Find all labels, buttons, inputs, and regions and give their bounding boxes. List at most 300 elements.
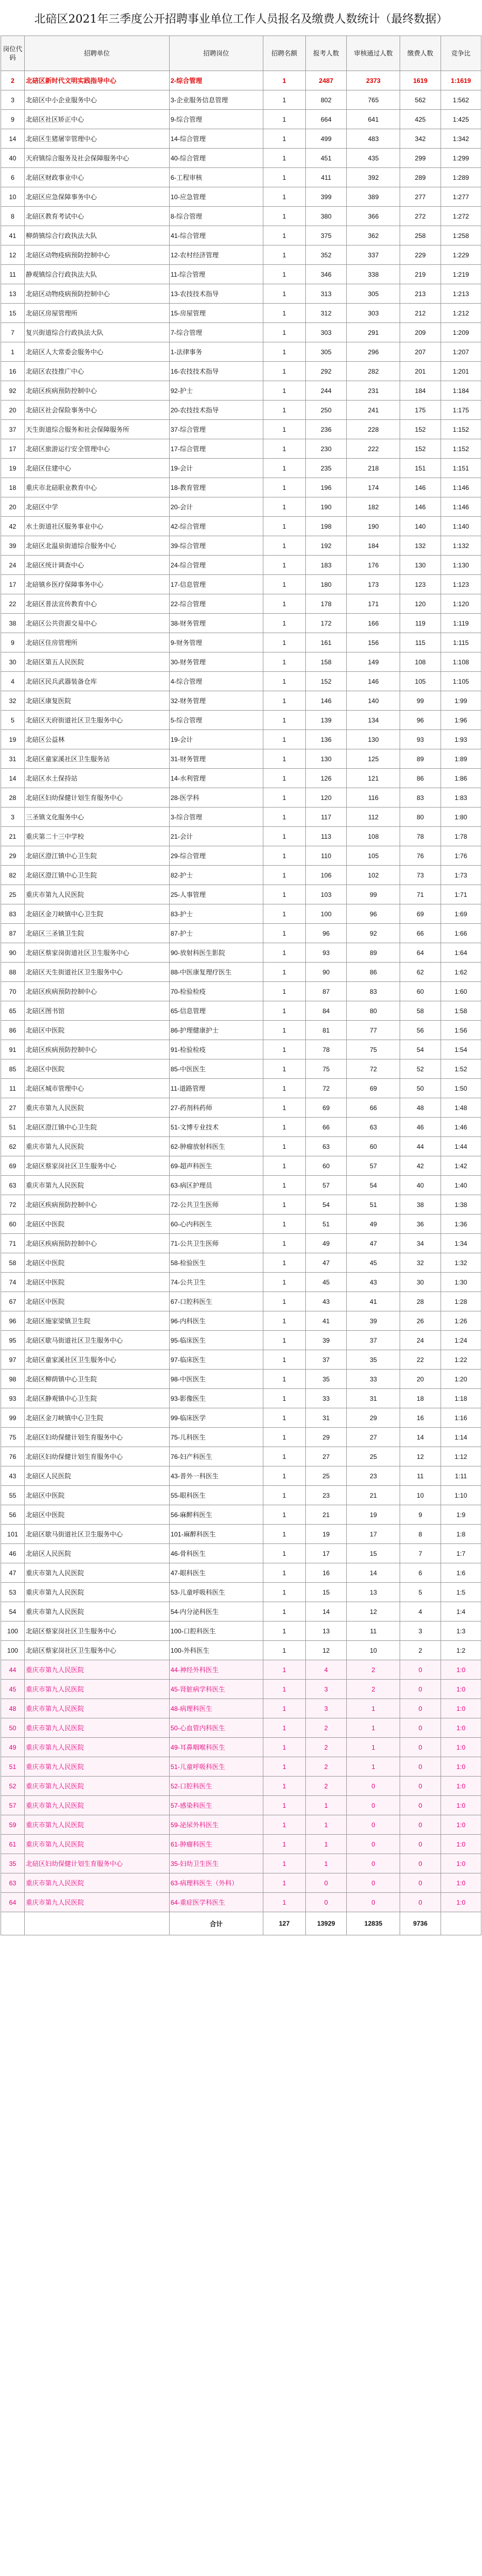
cell-unit: 水土街道社区服务事业中心 bbox=[24, 517, 169, 536]
totals-unit-cell bbox=[24, 1912, 169, 1935]
cell-unit: 北碚镇乡医疗保障事务中心 bbox=[24, 575, 169, 594]
cell-position: 8-综合管理 bbox=[169, 207, 263, 226]
cell-applied: 292 bbox=[305, 362, 346, 381]
cell-code: 15 bbox=[1, 304, 25, 323]
cell-unit: 北碚区中医院 bbox=[24, 1273, 169, 1292]
cell-applied: 352 bbox=[305, 245, 346, 265]
table-row bbox=[1, 749, 481, 769]
cell-quota: 1 bbox=[263, 1001, 306, 1021]
table-row bbox=[1, 633, 481, 652]
cell-passed: 105 bbox=[347, 846, 400, 866]
cell-passed: 1 bbox=[347, 1699, 400, 1718]
cell-unit: 北碚区妇幼保健计划生育服务中心 bbox=[24, 1428, 169, 1447]
cell-unit: 北碚区疾病预防控制中心 bbox=[24, 982, 169, 1001]
cell-unit: 北碚区北温泉街道综合服务中心 bbox=[24, 536, 169, 556]
table-row bbox=[1, 1137, 481, 1156]
table-row bbox=[1, 1234, 481, 1253]
cell-ratio: 1:213 bbox=[441, 284, 481, 304]
cell-passed: 0 bbox=[347, 1854, 400, 1873]
table-row bbox=[1, 866, 481, 885]
cell-paid: 0 bbox=[400, 1699, 441, 1718]
cell-code: 87 bbox=[1, 924, 25, 943]
cell-ratio: 1:30 bbox=[441, 1273, 481, 1292]
cell-code: 39 bbox=[1, 536, 25, 556]
cell-passed: 21 bbox=[347, 1486, 400, 1505]
cell-code: 40 bbox=[1, 149, 25, 168]
cell-quota: 1 bbox=[263, 1234, 306, 1253]
cell-passed: 305 bbox=[347, 284, 400, 304]
cell-code: 46 bbox=[1, 1544, 25, 1563]
cell-ratio: 1:40 bbox=[441, 1176, 481, 1195]
cell-quota: 1 bbox=[263, 1350, 306, 1370]
cell-unit: 北碚区中医院 bbox=[24, 1292, 169, 1311]
cell-quota: 1 bbox=[263, 1118, 306, 1137]
table-row bbox=[1, 1757, 481, 1777]
cell-ratio: 1:11 bbox=[441, 1466, 481, 1486]
cell-ratio: 1:34 bbox=[441, 1234, 481, 1253]
cell-paid: 10 bbox=[400, 1486, 441, 1505]
cell-quota: 1 bbox=[263, 1622, 306, 1641]
cell-position: 16-农技技术指导 bbox=[169, 362, 263, 381]
cell-unit: 北碚区农技推广中心 bbox=[24, 362, 169, 381]
cell-applied: 146 bbox=[305, 691, 346, 711]
cell-passed: 338 bbox=[347, 265, 400, 284]
cell-passed: 241 bbox=[347, 401, 400, 420]
table-row bbox=[1, 1680, 481, 1699]
cell-code: 91 bbox=[1, 1040, 25, 1059]
cell-ratio: 1:152 bbox=[441, 439, 481, 459]
cell-ratio: 1:229 bbox=[441, 245, 481, 265]
cell-passed: 2373 bbox=[347, 71, 400, 90]
cell-code: 29 bbox=[1, 846, 25, 866]
cell-applied: 136 bbox=[305, 730, 346, 749]
cell-position: 29-综合管理 bbox=[169, 846, 263, 866]
cell-ratio: 1:8 bbox=[441, 1525, 481, 1544]
cell-quota: 1 bbox=[263, 1563, 306, 1583]
table-row bbox=[1, 575, 481, 594]
cell-code: 60 bbox=[1, 1215, 25, 1234]
cell-position: 95-临床医生 bbox=[169, 1331, 263, 1350]
cell-applied: 87 bbox=[305, 982, 346, 1001]
cell-passed: 66 bbox=[347, 1098, 400, 1118]
cell-quota: 1 bbox=[263, 808, 306, 827]
cell-paid: 146 bbox=[400, 497, 441, 517]
cell-ratio: 1:212 bbox=[441, 304, 481, 323]
cell-code: 3 bbox=[1, 90, 25, 110]
cell-paid: 299 bbox=[400, 149, 441, 168]
cell-unit: 北碚区蔡家岗社区卫生服务中心 bbox=[24, 1156, 169, 1176]
cell-position: 82-护士 bbox=[169, 866, 263, 885]
cell-quota: 1 bbox=[263, 187, 306, 207]
totals-label: 合计 bbox=[169, 1912, 263, 1935]
cell-code: 27 bbox=[1, 1098, 25, 1118]
cell-position: 31-财务管理 bbox=[169, 749, 263, 769]
cell-code: 22 bbox=[1, 594, 25, 614]
cell-quota: 1 bbox=[263, 1137, 306, 1156]
cell-quota: 1 bbox=[263, 304, 306, 323]
cell-unit: 北碚区教育考试中心 bbox=[24, 207, 169, 226]
cell-unit: 北碚区康复医院 bbox=[24, 691, 169, 711]
cell-quota: 1 bbox=[263, 1486, 306, 1505]
cell-applied: 39 bbox=[305, 1331, 346, 1350]
cell-paid: 80 bbox=[400, 808, 441, 827]
cell-applied: 802 bbox=[305, 90, 346, 110]
cell-paid: 258 bbox=[400, 226, 441, 245]
cell-applied: 161 bbox=[305, 633, 346, 652]
cell-applied: 664 bbox=[305, 110, 346, 129]
cell-quota: 1 bbox=[263, 149, 306, 168]
cell-applied: 451 bbox=[305, 149, 346, 168]
cell-code: 43 bbox=[1, 1466, 25, 1486]
cell-passed: 15 bbox=[347, 1544, 400, 1563]
cell-unit: 北碚区疾病预防控制中心 bbox=[24, 1040, 169, 1059]
table-row bbox=[1, 1350, 481, 1370]
cell-quota: 1 bbox=[263, 284, 306, 304]
cell-unit: 北碚区人民医院 bbox=[24, 1544, 169, 1563]
cell-code: 47 bbox=[1, 1563, 25, 1583]
cell-passed: 231 bbox=[347, 381, 400, 401]
cell-code: 82 bbox=[1, 866, 25, 885]
cell-applied: 103 bbox=[305, 885, 346, 904]
cell-unit: 重庆第二十三中学校 bbox=[24, 827, 169, 846]
cell-quota: 1 bbox=[263, 575, 306, 594]
cell-paid: 152 bbox=[400, 420, 441, 439]
cell-passed: 218 bbox=[347, 459, 400, 478]
cell-passed: 483 bbox=[347, 129, 400, 149]
cell-passed: 140 bbox=[347, 691, 400, 711]
cell-quota: 1 bbox=[263, 1854, 306, 1873]
cell-unit: 北碚区妇幼保健计划生育服务中心 bbox=[24, 1447, 169, 1466]
cell-paid: 0 bbox=[400, 1757, 441, 1777]
table-row bbox=[1, 1505, 481, 1525]
cell-unit: 北碚区澄江镇中心卫生院 bbox=[24, 1118, 169, 1137]
cell-passed: 51 bbox=[347, 1195, 400, 1215]
cell-quota: 1 bbox=[263, 1292, 306, 1311]
cell-ratio: 1:115 bbox=[441, 633, 481, 652]
cell-ratio: 1:66 bbox=[441, 924, 481, 943]
cell-paid: 20 bbox=[400, 1370, 441, 1389]
cell-position: 19-会计 bbox=[169, 730, 263, 749]
cell-unit: 重庆市第九人民医院 bbox=[24, 1660, 169, 1680]
table-row bbox=[1, 556, 481, 575]
table-row bbox=[1, 90, 481, 110]
cell-passed: 435 bbox=[347, 149, 400, 168]
table-row bbox=[1, 1331, 481, 1350]
cell-unit: 北碚区图书馆 bbox=[24, 1001, 169, 1021]
cell-paid: 201 bbox=[400, 362, 441, 381]
cell-code: 38 bbox=[1, 614, 25, 633]
cell-applied: 29 bbox=[305, 1428, 346, 1447]
cell-applied: 192 bbox=[305, 536, 346, 556]
cell-ratio: 1:277 bbox=[441, 187, 481, 207]
cell-code: 75 bbox=[1, 1428, 25, 1447]
cell-code: 20 bbox=[1, 497, 25, 517]
cell-ratio: 1:28 bbox=[441, 1292, 481, 1311]
cell-unit: 北碚区房屋管理所 bbox=[24, 304, 169, 323]
cell-ratio: 1:32 bbox=[441, 1253, 481, 1273]
cell-position: 76-妇产科医生 bbox=[169, 1447, 263, 1466]
cell-unit: 重庆市第九人民医院 bbox=[24, 1873, 169, 1893]
cell-ratio: 1:140 bbox=[441, 517, 481, 536]
cell-code: 44 bbox=[1, 1660, 25, 1680]
table-row bbox=[1, 1563, 481, 1583]
cell-paid: 0 bbox=[400, 1835, 441, 1854]
cell-quota: 1 bbox=[263, 459, 306, 478]
cell-unit: 北碚区金刀峡镇中心卫生院 bbox=[24, 1408, 169, 1428]
cell-ratio: 1:4 bbox=[441, 1602, 481, 1622]
table-row bbox=[1, 1583, 481, 1602]
table-row bbox=[1, 1777, 481, 1796]
table-row bbox=[1, 536, 481, 556]
cell-code: 83 bbox=[1, 904, 25, 924]
cell-applied: 250 bbox=[305, 401, 346, 420]
cell-unit: 重庆市第九人民医院 bbox=[24, 1835, 169, 1854]
cell-paid: 184 bbox=[400, 381, 441, 401]
table-row bbox=[1, 71, 481, 90]
cell-paid: 8 bbox=[400, 1525, 441, 1544]
cell-code: 41 bbox=[1, 226, 25, 245]
cell-position: 50-心血管内科医生 bbox=[169, 1718, 263, 1738]
cell-position: 32-财务管理 bbox=[169, 691, 263, 711]
cell-position: 15-房屋管理 bbox=[169, 304, 263, 323]
cell-applied: 3 bbox=[305, 1699, 346, 1718]
cell-position: 45-肾脏病学科医生 bbox=[169, 1680, 263, 1699]
cell-code: 88 bbox=[1, 963, 25, 982]
table-row bbox=[1, 342, 481, 362]
cell-passed: 0 bbox=[347, 1796, 400, 1815]
cell-applied: 100 bbox=[305, 904, 346, 924]
cell-ratio: 1:0 bbox=[441, 1835, 481, 1854]
cell-applied: 190 bbox=[305, 497, 346, 517]
table-row bbox=[1, 1466, 481, 1486]
cell-quota: 1 bbox=[263, 1331, 306, 1350]
cell-ratio: 1:38 bbox=[441, 1195, 481, 1215]
cell-ratio: 1:76 bbox=[441, 846, 481, 866]
cell-unit: 北碚区中医院 bbox=[24, 1486, 169, 1505]
cell-ratio: 1:120 bbox=[441, 594, 481, 614]
cell-position: 30-财务管理 bbox=[169, 652, 263, 672]
cell-paid: 425 bbox=[400, 110, 441, 129]
cell-paid: 62 bbox=[400, 963, 441, 982]
cell-position: 71-公共卫生医师 bbox=[169, 1234, 263, 1253]
cell-paid: 342 bbox=[400, 129, 441, 149]
cell-paid: 0 bbox=[400, 1796, 441, 1815]
table-row bbox=[1, 982, 481, 1001]
cell-quota: 1 bbox=[263, 1215, 306, 1234]
totals-code-cell bbox=[1, 1912, 25, 1935]
header-paid: 缴费人数 bbox=[400, 36, 441, 71]
header-passed: 审核通过人数 bbox=[347, 36, 400, 71]
cell-paid: 83 bbox=[400, 788, 441, 808]
cell-applied: 3 bbox=[305, 1680, 346, 1699]
table-row bbox=[1, 1098, 481, 1118]
cell-ratio: 1:562 bbox=[441, 90, 481, 110]
table-row bbox=[1, 1428, 481, 1447]
cell-ratio: 1:3 bbox=[441, 1622, 481, 1641]
cell-paid: 115 bbox=[400, 633, 441, 652]
cell-paid: 209 bbox=[400, 323, 441, 342]
cell-ratio: 1:22 bbox=[441, 1350, 481, 1370]
cell-paid: 48 bbox=[400, 1098, 441, 1118]
cell-passed: 69 bbox=[347, 1079, 400, 1098]
cell-paid: 9 bbox=[400, 1505, 441, 1525]
cell-code: 8 bbox=[1, 207, 25, 226]
table-row bbox=[1, 187, 481, 207]
cell-position: 51-文博专业技术 bbox=[169, 1118, 263, 1137]
cell-code: 19 bbox=[1, 730, 25, 749]
cell-applied: 37 bbox=[305, 1350, 346, 1370]
cell-passed: 41 bbox=[347, 1292, 400, 1311]
cell-quota: 1 bbox=[263, 439, 306, 459]
cell-position: 99-临床医学 bbox=[169, 1408, 263, 1428]
table-row bbox=[1, 963, 481, 982]
cell-quota: 1 bbox=[263, 594, 306, 614]
table-row bbox=[1, 1311, 481, 1331]
cell-position: 55-眼科医生 bbox=[169, 1486, 263, 1505]
cell-applied: 244 bbox=[305, 381, 346, 401]
cell-unit: 天府镇综合服务及社会保障服务中心 bbox=[24, 149, 169, 168]
cell-ratio: 1:80 bbox=[441, 808, 481, 827]
cell-applied: 84 bbox=[305, 1001, 346, 1021]
cell-paid: 123 bbox=[400, 575, 441, 594]
cell-code: 18 bbox=[1, 478, 25, 497]
cell-applied: 49 bbox=[305, 1234, 346, 1253]
cell-code: 100 bbox=[1, 1641, 25, 1660]
cell-ratio: 1:207 bbox=[441, 342, 481, 362]
cell-quota: 1 bbox=[263, 1777, 306, 1796]
cell-applied: 312 bbox=[305, 304, 346, 323]
cell-position: 74-公共卫生 bbox=[169, 1273, 263, 1292]
cell-ratio: 1:0 bbox=[441, 1738, 481, 1757]
cell-quota: 1 bbox=[263, 1021, 306, 1040]
cell-quota: 1 bbox=[263, 1738, 306, 1757]
table-row bbox=[1, 1253, 481, 1273]
cell-ratio: 1:58 bbox=[441, 1001, 481, 1021]
cell-code: 45 bbox=[1, 1680, 25, 1699]
cell-quota: 1 bbox=[263, 827, 306, 846]
cell-passed: 75 bbox=[347, 1040, 400, 1059]
table-row bbox=[1, 1893, 481, 1912]
cell-unit: 重庆市第九人民医院 bbox=[24, 1137, 169, 1156]
cell-position: 70-检验检疫 bbox=[169, 982, 263, 1001]
cell-position: 43-普外一科医生 bbox=[169, 1466, 263, 1486]
cell-ratio: 1:18 bbox=[441, 1389, 481, 1408]
table-row bbox=[1, 788, 481, 808]
cell-position: 10-应急管理 bbox=[169, 187, 263, 207]
table-row bbox=[1, 769, 481, 788]
cell-ratio: 1:184 bbox=[441, 381, 481, 401]
cell-ratio: 1:60 bbox=[441, 982, 481, 1001]
cell-unit: 重庆市第九人民医院 bbox=[24, 1699, 169, 1718]
cell-passed: 83 bbox=[347, 982, 400, 1001]
cell-position: 86-护理健康护士 bbox=[169, 1021, 263, 1040]
cell-passed: 99 bbox=[347, 885, 400, 904]
table-row bbox=[1, 1079, 481, 1098]
cell-passed: 92 bbox=[347, 924, 400, 943]
cell-code: 37 bbox=[1, 420, 25, 439]
cell-code: 50 bbox=[1, 1718, 25, 1738]
cell-position: 48-病理科医生 bbox=[169, 1699, 263, 1718]
cell-code: 65 bbox=[1, 1001, 25, 1021]
cell-passed: 362 bbox=[347, 226, 400, 245]
cell-quota: 1 bbox=[263, 1447, 306, 1466]
cell-ratio: 1:119 bbox=[441, 614, 481, 633]
cell-passed: 130 bbox=[347, 730, 400, 749]
cell-applied: 178 bbox=[305, 594, 346, 614]
table-row bbox=[1, 1389, 481, 1408]
cell-paid: 3 bbox=[400, 1622, 441, 1641]
cell-ratio: 1:108 bbox=[441, 652, 481, 672]
table-row bbox=[1, 1273, 481, 1292]
table-row bbox=[1, 149, 481, 168]
cell-quota: 1 bbox=[263, 1253, 306, 1273]
table-row bbox=[1, 1021, 481, 1040]
cell-applied: 375 bbox=[305, 226, 346, 245]
cell-quota: 1 bbox=[263, 1059, 306, 1079]
cell-passed: 641 bbox=[347, 110, 400, 129]
cell-quota: 1 bbox=[263, 749, 306, 769]
cell-ratio: 1:0 bbox=[441, 1757, 481, 1777]
cell-paid: 24 bbox=[400, 1331, 441, 1350]
cell-applied: 16 bbox=[305, 1563, 346, 1583]
cell-code: 67 bbox=[1, 1292, 25, 1311]
cell-paid: 16 bbox=[400, 1408, 441, 1428]
cell-position: 62-肿瘤放射科医生 bbox=[169, 1137, 263, 1156]
cell-quota: 1 bbox=[263, 1815, 306, 1835]
cell-applied: 17 bbox=[305, 1544, 346, 1563]
cell-position: 75-儿科医生 bbox=[169, 1428, 263, 1447]
cell-position: 67-口腔科医生 bbox=[169, 1292, 263, 1311]
cell-code: 4 bbox=[1, 672, 25, 691]
cell-applied: 57 bbox=[305, 1176, 346, 1195]
cell-applied: 411 bbox=[305, 168, 346, 187]
cell-unit: 北碚区疾病预防控制中心 bbox=[24, 1195, 169, 1215]
cell-applied: 35 bbox=[305, 1370, 346, 1389]
cell-position: 85-中医医生 bbox=[169, 1059, 263, 1079]
cell-applied: 120 bbox=[305, 788, 346, 808]
cell-position: 63-病区护理员 bbox=[169, 1176, 263, 1195]
cell-unit: 北碚区生猪屠宰管理中心 bbox=[24, 129, 169, 149]
table-row bbox=[1, 730, 481, 749]
cell-ratio: 1:0 bbox=[441, 1680, 481, 1699]
cell-position: 72-公共卫生医师 bbox=[169, 1195, 263, 1215]
cell-code: 11 bbox=[1, 265, 25, 284]
cell-paid: 175 bbox=[400, 401, 441, 420]
cell-paid: 272 bbox=[400, 207, 441, 226]
cell-position: 20-农技技术指导 bbox=[169, 401, 263, 420]
cell-code: 63 bbox=[1, 1176, 25, 1195]
cell-applied: 2 bbox=[305, 1777, 346, 1796]
table-row bbox=[1, 439, 481, 459]
cell-passed: 282 bbox=[347, 362, 400, 381]
cell-passed: 1 bbox=[347, 1738, 400, 1757]
cell-unit: 静观镇综合行政执法大队 bbox=[24, 265, 169, 284]
cell-code: 42 bbox=[1, 517, 25, 536]
cell-paid: 0 bbox=[400, 1718, 441, 1738]
cell-position: 61-肿瘤科医生 bbox=[169, 1835, 263, 1854]
cell-unit: 北碚区蔡家岗社区卫生服务中心 bbox=[24, 1622, 169, 1641]
cell-passed: 146 bbox=[347, 672, 400, 691]
cell-position: 65-信息管理 bbox=[169, 1001, 263, 1021]
cell-unit: 北碚区人民医院 bbox=[24, 1466, 169, 1486]
cell-applied: 113 bbox=[305, 827, 346, 846]
cell-code: 35 bbox=[1, 1854, 25, 1873]
cell-code: 72 bbox=[1, 1195, 25, 1215]
cell-applied: 23 bbox=[305, 1486, 346, 1505]
cell-unit: 北碚区蔡家岗街道社区卫生服务中心 bbox=[24, 943, 169, 963]
cell-applied: 158 bbox=[305, 652, 346, 672]
cell-unit: 北碚区三圣镇卫生院 bbox=[24, 924, 169, 943]
